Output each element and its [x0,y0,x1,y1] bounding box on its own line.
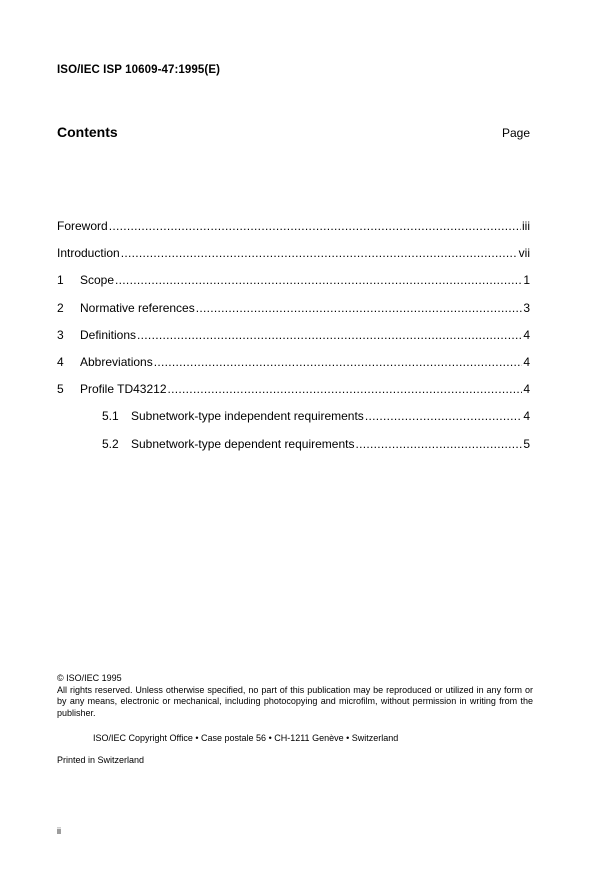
toc-entry-title: Foreword [57,219,108,233]
toc-entry-page: 4 [523,327,530,342]
toc-entry-title: Subnetwork-type independent requirements [131,409,364,424]
toc-entry-page: 3 [523,300,530,315]
rights-statement: All rights reserved. Unless otherwise specified, no part of this publication may be reproduced or utilized in any form or by any means, electronic or mechanical, including photocopying and microfilm, without permission in writing from the publisher. [57,684,533,718]
toc-entry-page: 4 [523,382,530,397]
toc-dot-leader [137,328,522,342]
copyright-block [57,673,533,719]
toc-dot-leader [168,382,523,396]
toc-entry-number: 5 [57,382,64,397]
toc-entry-page: iii [522,219,530,233]
toc-entry-title: Introduction [57,246,120,261]
toc-dot-leader [115,273,522,287]
toc-entry-title: Normative references [80,300,195,315]
toc-dot-leader [109,219,521,233]
toc-entry-introduction[interactable] [57,246,530,273]
table-of-contents [57,219,530,464]
toc-dot-leader [154,355,523,369]
toc-entry-title: Subnetwork-type dependent requirements [131,436,355,451]
publisher-address: ISO/IEC Copyright Office • Case postale 56 • CH-1211 Genève • Switzerland [93,733,399,743]
toc-entry-scope[interactable] [57,273,530,300]
toc-entry-number: 2 [57,300,64,315]
toc-entry-title: Definitions [80,327,137,342]
toc-entry-page: vii [518,246,530,261]
toc-entry-page: 4 [523,409,530,424]
toc-entry-page: 1 [523,273,530,288]
toc-entry-page: 4 [523,354,530,369]
toc-dot-leader [365,409,523,423]
toc-entry-profile[interactable] [57,382,530,409]
toc-dot-leader [121,246,518,260]
document-id: ISO/IEC ISP 10609-47:1995(E) [57,64,221,76]
toc-entry-number: 3 [57,327,64,342]
page-column-label: Page [501,126,530,140]
toc-entry-page: 5 [523,436,530,451]
toc-entry-definitions[interactable] [57,328,530,355]
toc-dot-leader [196,301,523,315]
toc-entry-title: Abbreviations [80,354,153,369]
toc-entry-number: 4 [57,354,64,369]
toc-entry-number: 5.1 [102,409,119,424]
toc-dot-leader [355,437,522,451]
toc-entry-title: Profile TD43212 [80,382,167,397]
page-number: ii [57,826,61,836]
toc-entry-independent-requirements[interactable] [57,409,530,436]
toc-entry-number: 1 [57,273,64,288]
toc-entry-dependent-requirements[interactable] [57,437,530,464]
toc-entry-normative-references[interactable] [57,301,530,328]
toc-entry-number: 5.2 [102,436,119,451]
toc-entry-abbreviations[interactable] [57,355,530,382]
printed-in: Printed in Switzerland [57,755,145,765]
toc-entry-foreword[interactable] [57,219,530,246]
copyright-notice: © ISO/IEC 1995 [57,673,122,683]
contents-heading: Contents [57,124,118,140]
toc-entry-title: Scope [80,273,115,288]
